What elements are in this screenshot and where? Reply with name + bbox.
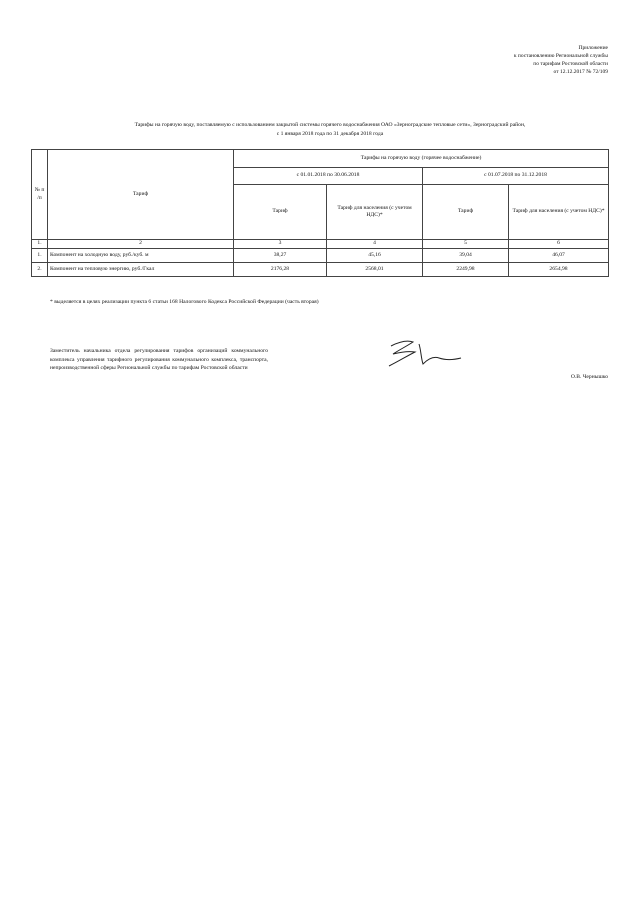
header-sub-tariff: Тариф — [423, 185, 509, 240]
row-value: 2176,28 — [234, 263, 327, 277]
header-sub-population: Тариф для населения (с учетом НДС)* — [509, 185, 609, 240]
table-row — [32, 263, 609, 277]
column-number: 6 — [509, 240, 609, 249]
row-name: Компонент на холодную воду, руб./куб. м — [48, 249, 234, 263]
column-number: 3 — [234, 240, 327, 249]
title-line: Тарифы на горячую воду, поставляемую с использованием закрытой системы горячего водоснабжения ОАО «Зерноградские тепловые сети», Зерноградский район, — [134, 122, 526, 128]
annex-line: от 12.12.2017 № 72/109 — [553, 69, 608, 75]
column-number: 1. — [32, 240, 48, 249]
header-sub-tariff: Тариф — [234, 185, 327, 240]
row-number: 2. — [32, 263, 48, 277]
header-sub-population: Тариф для населения (с учетом НДС)* — [327, 185, 423, 240]
annex-line: к постановлению Региональной службы — [513, 53, 608, 59]
row-value: 45,16 — [327, 249, 423, 263]
annex-line: по тарифам Ростовской области — [533, 61, 608, 67]
tariff-table — [31, 149, 609, 277]
footnote: * выделяется в целях реализации пункта 6 статьи 168 Налогового Кодекса Российской Федерации (часть вторая) — [50, 299, 319, 305]
row-value: 2249,98 — [423, 263, 509, 277]
row-value: 46,07 — [509, 249, 609, 263]
row-value: 2568,01 — [327, 263, 423, 277]
column-numbers-row — [32, 240, 609, 249]
annex-block — [514, 44, 608, 76]
table-row — [32, 249, 609, 263]
signer-name: О.В. Чернышко — [570, 374, 608, 380]
signer-position: Заместитель начальника отдела регулирования тарифов организаций коммунального комплекса управления тарифного регулирования коммунального комплекса, транспорта, непроизводственной сферы Региональной службы по тарифам Ростовской области — [50, 348, 268, 372]
document-title — [60, 121, 600, 138]
header-period-2: с 01.07.2018 по 31.12.2018 — [423, 168, 609, 185]
row-number: 1. — [32, 249, 48, 263]
row-value: 39,04 — [423, 249, 509, 263]
header-group: Тарифы на горячую воду (горячее водоснабжение) — [234, 150, 609, 168]
column-number: 2 — [48, 240, 234, 249]
row-value: 38,27 — [234, 249, 327, 263]
row-name: Компонент на тепловую энергию, руб./Гкал — [48, 263, 234, 277]
row-value: 2654,98 — [509, 263, 609, 277]
signature-image — [385, 336, 465, 368]
header-period-1: с 01.01.2018 по 30.06.2018 — [234, 168, 423, 185]
header-tariff: Тариф — [48, 150, 234, 240]
column-number: 4 — [327, 240, 423, 249]
annex-line: Приложение — [578, 45, 608, 51]
header-number: № п /п — [32, 150, 48, 240]
column-number: 5 — [423, 240, 509, 249]
title-line: с 1 января 2018 года по 31 декабря 2018 года — [276, 130, 384, 137]
